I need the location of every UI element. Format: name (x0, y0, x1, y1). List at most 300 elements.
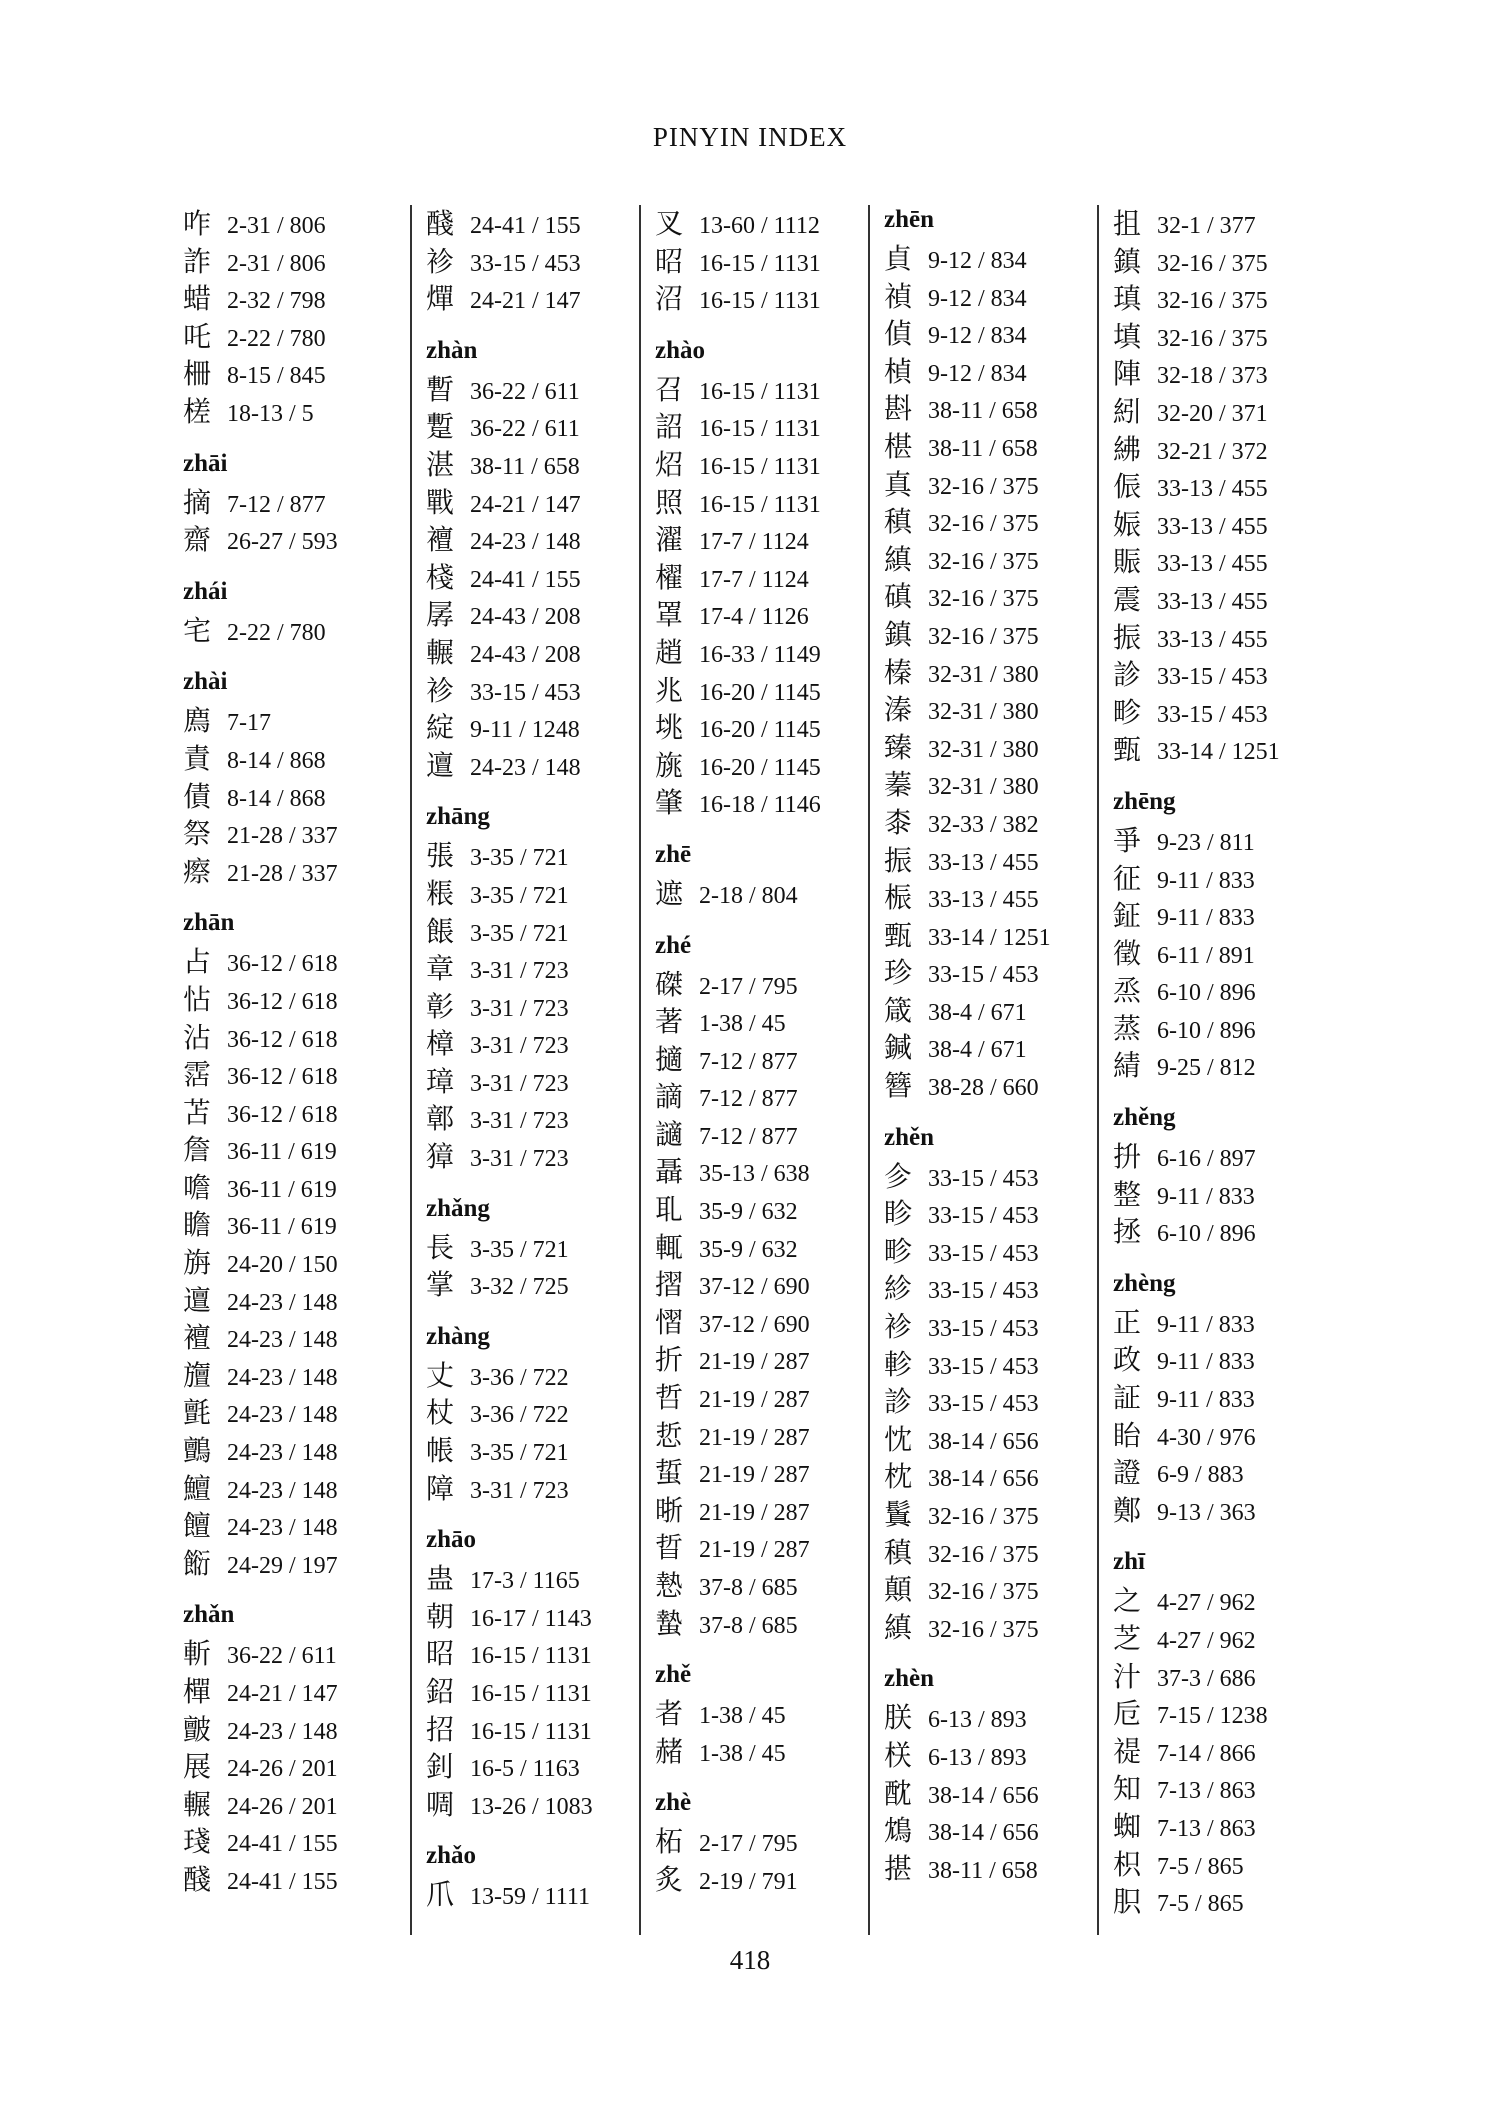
entry-reference: 24-23 / 148 (470, 529, 581, 556)
entry-character: 鉦 (1113, 899, 1142, 933)
index-entry (183, 702, 410, 740)
entry-character: 抍 (1113, 1140, 1142, 1174)
index-entry (884, 1534, 1097, 1572)
index-entry (183, 1131, 410, 1169)
index-entry (183, 853, 410, 891)
index-entry (1113, 619, 1326, 657)
index-entry (426, 747, 639, 785)
entry-reference: 21-19 / 287 (699, 1349, 810, 1376)
entry-reference: 33-14 / 1251 (928, 924, 1051, 951)
index-entry (884, 1421, 1097, 1459)
entry-character: 晣 (655, 1493, 684, 1527)
entry-reference: 2-19 / 791 (699, 1868, 798, 1895)
entry-reference: 24-41 / 155 (227, 1868, 338, 1895)
entry-reference: 6-16 / 897 (1157, 1146, 1256, 1173)
entry-character: 正 (1113, 1305, 1142, 1339)
entry-reference: 9-13 / 363 (1157, 1499, 1256, 1526)
entry-reference: 2-17 / 795 (699, 1831, 798, 1858)
entry-character: 臻 (884, 730, 913, 764)
index-entry (1113, 1695, 1326, 1733)
index-entry (1113, 318, 1326, 356)
entry-reference: 16-17 / 1143 (470, 1605, 592, 1632)
entry-character: 卮 (1113, 1697, 1142, 1731)
entry-character: 栚 (884, 1738, 913, 1772)
index-entry (183, 1357, 410, 1395)
entry-character: 柵 (183, 357, 212, 391)
entry-reference: 36-11 / 619 (227, 1214, 337, 1241)
index-entry (183, 612, 410, 650)
page-number: 418 (729, 1945, 771, 1975)
entry-reference: 3-36 / 722 (470, 1364, 569, 1391)
pinyin-heading: zhēng (1113, 787, 1176, 815)
entry-character: 箴 (884, 993, 913, 1027)
entry-character: 帳 (426, 1434, 455, 1468)
index-entry (1113, 1213, 1326, 1251)
entry-reference: 21-28 / 337 (227, 823, 338, 850)
entry-character: 稹 (884, 505, 913, 539)
entry-character: 肇 (655, 786, 684, 820)
index-entry (884, 1029, 1097, 1067)
entry-reference: 17-7 / 1124 (699, 529, 809, 556)
index-entry (884, 1346, 1097, 1384)
entry-character: 摺 (655, 1268, 684, 1302)
entry-character: 摘 (183, 485, 212, 519)
index-entry (426, 1266, 639, 1304)
entry-character: 鉊 (426, 1675, 455, 1708)
index-entry (884, 390, 1097, 428)
entry-character: 釗 (426, 1750, 455, 1784)
entry-character: 沾 (183, 1020, 212, 1054)
index-entry (884, 278, 1097, 316)
entry-reference: 33-13 / 455 (928, 849, 1039, 876)
index-entry (884, 1850, 1097, 1888)
entry-reference: 24-23 / 148 (227, 1289, 338, 1316)
entry-character: 宅 (183, 613, 212, 647)
index-entry (426, 837, 639, 875)
entry-reference: 16-15 / 1131 (699, 416, 821, 443)
entry-character: 湛 (426, 447, 455, 481)
entry-reference: 32-16 / 375 (928, 548, 1039, 575)
entry-character: 債 (183, 779, 212, 813)
index-entry (655, 1078, 868, 1116)
entry-character: 棧 (426, 560, 455, 594)
entry-character: 斬 (183, 1637, 212, 1671)
index-entry (884, 1571, 1097, 1609)
entry-reference: 7-15 / 1238 (1157, 1703, 1268, 1730)
entry-reference: 24-26 / 201 (227, 1756, 338, 1783)
index-entry (1113, 468, 1326, 506)
index-entry (655, 1304, 868, 1342)
entry-reference: 7-17 (227, 710, 271, 737)
entry-character: 之 (1113, 1584, 1142, 1618)
entry-reference: 2-32 / 798 (227, 288, 326, 315)
index-entry (183, 1545, 410, 1583)
entry-reference: 9-12 / 834 (928, 285, 1027, 312)
entry-reference: 24-21 / 147 (470, 288, 581, 315)
entry-character: 蜘 (1113, 1809, 1142, 1843)
entry-character: 鴆 (884, 1814, 913, 1848)
index-entry (426, 1025, 639, 1063)
index-entry (183, 1823, 410, 1861)
entry-character: 旐 (655, 748, 684, 782)
index-entry (183, 1507, 410, 1545)
index-entry (426, 596, 639, 634)
index-entry (884, 729, 1097, 767)
entry-reference: 16-20 / 1145 (699, 679, 821, 706)
entry-character: 饘 (183, 1509, 212, 1543)
entry-reference: 21-19 / 287 (699, 1537, 810, 1564)
index-entry (183, 1244, 410, 1282)
entry-reference: 36-22 / 611 (470, 416, 580, 443)
entry-reference: 32-31 / 380 (928, 699, 1039, 726)
index-entry (426, 1711, 639, 1749)
entry-reference: 32-16 / 375 (1157, 325, 1268, 352)
entry-character: 証 (1113, 1381, 1142, 1415)
entry-reference: 9-12 / 834 (928, 360, 1027, 387)
entry-character: 慹 (655, 1569, 684, 1602)
entry-reference: 26-27 / 593 (227, 529, 338, 556)
entry-reference: 24-23 / 148 (227, 1440, 338, 1467)
index-entry (1113, 1047, 1326, 1085)
entry-reference: 9-12 / 834 (928, 248, 1027, 274)
index-entry (655, 446, 868, 484)
entry-character: 袗 (426, 244, 455, 278)
entry-character: 烝 (1113, 974, 1142, 1008)
index-entry (1113, 860, 1326, 898)
pinyin-heading: zhāo (426, 1526, 476, 1554)
index-entry (655, 672, 868, 710)
entry-character: 侲 (1113, 470, 1142, 504)
entry-reference: 21-19 / 287 (699, 1387, 810, 1414)
entry-character: 朕 (884, 1701, 913, 1735)
entry-reference: 24-23 / 148 (227, 1364, 338, 1391)
entry-reference: 36-12 / 618 (227, 1101, 338, 1128)
index-entry (655, 243, 868, 281)
entry-character: 赭 (655, 1734, 684, 1768)
entry-reference: 8-14 / 868 (227, 747, 326, 774)
pinyin-heading: zhě (655, 1661, 692, 1689)
index-entry (1113, 1582, 1326, 1620)
index-column-1 (181, 205, 410, 1935)
entry-reference: 36-22 / 611 (227, 1643, 337, 1670)
entry-character: 襢 (183, 1321, 212, 1355)
entry-reference: 33-13 / 455 (1157, 588, 1268, 615)
entry-character: 怗 (183, 982, 212, 1016)
index-entry (426, 559, 639, 597)
pinyin-heading: zhē (655, 840, 692, 868)
entry-character: 者 (655, 1697, 684, 1731)
entry-character: 爪 (426, 1878, 455, 1912)
entry-character: 爭 (1113, 823, 1142, 857)
index-entry (1113, 1138, 1326, 1176)
entry-reference: 7-12 / 877 (227, 491, 326, 518)
entry-reference: 7-12 / 877 (699, 1086, 798, 1113)
index-entry (426, 634, 639, 672)
entry-character: 孱 (426, 598, 455, 632)
pinyin-heading: zhī (1113, 1548, 1145, 1576)
entry-character: 戰 (426, 485, 455, 519)
entry-reference: 38-4 / 671 (928, 1037, 1027, 1064)
index-entry (183, 1711, 410, 1749)
entry-reference: 24-23 / 148 (227, 1515, 338, 1542)
index-entry (426, 672, 639, 710)
index-entry (655, 784, 868, 822)
index-entry (426, 1786, 639, 1824)
entry-character: 祭 (183, 817, 212, 851)
index-entry (884, 654, 1097, 692)
entry-character: 稹 (884, 1535, 913, 1569)
entry-character: 溱 (884, 693, 913, 727)
entry-reference: 21-19 / 287 (699, 1499, 810, 1526)
entry-reference: 9-11 / 833 (1157, 1183, 1255, 1210)
index-entry (183, 1635, 410, 1673)
entry-character: 燀 (426, 282, 455, 316)
entry-reference: 33-15 / 453 (928, 1278, 1039, 1305)
entry-character: 枳 (1113, 1847, 1142, 1881)
index-entry (183, 981, 410, 1019)
index-entry (1113, 393, 1326, 431)
entry-reference: 3-35 / 721 (470, 920, 569, 947)
index-entry (1113, 280, 1326, 318)
entry-reference: 38-11 / 658 (928, 1857, 1038, 1884)
index-column-5 (1097, 205, 1326, 1935)
entry-reference: 33-15 / 453 (470, 250, 581, 277)
entry-character: 禎 (884, 279, 913, 313)
index-column-3 (639, 205, 868, 1935)
entry-reference: 7-5 / 865 (1157, 1891, 1244, 1918)
entry-reference: 13-60 / 1112 (699, 213, 820, 239)
entry-reference: 16-15 / 1131 (470, 1681, 592, 1707)
entry-character: 縝 (884, 542, 913, 576)
entry-character: 聶 (655, 1155, 684, 1189)
entry-reference: 38-11 / 658 (928, 435, 1038, 462)
index-entry (1113, 1341, 1326, 1379)
entry-character: 樿 (183, 1675, 212, 1708)
index-entry (884, 1233, 1097, 1271)
entry-character: 昭 (655, 244, 684, 278)
index-entry (183, 1786, 410, 1824)
entry-reference: 21-28 / 337 (227, 860, 338, 887)
entry-character: 襢 (426, 523, 455, 557)
index-entry (183, 815, 410, 853)
index-entry (183, 393, 410, 431)
entry-reference: 37-3 / 686 (1157, 1665, 1256, 1692)
entry-character: 袗 (884, 1310, 913, 1344)
entry-reference: 32-20 / 371 (1157, 400, 1268, 427)
entry-character: 皽 (183, 1712, 212, 1746)
entry-character: 悊 (655, 1418, 684, 1452)
entry-reference: 6-10 / 896 (1157, 980, 1256, 1007)
entry-character: 簪 (884, 1069, 913, 1103)
entry-reference: 9-11 / 833 (1157, 905, 1255, 932)
pinyin-heading: zhěng (1113, 1104, 1176, 1132)
index-entry (1113, 355, 1326, 393)
entry-reference: 7-13 / 863 (1157, 1815, 1256, 1842)
index-entry (1113, 1304, 1326, 1342)
entry-character: 桭 (884, 881, 913, 915)
pinyin-heading: zhāng (426, 803, 490, 831)
index-entry (655, 280, 868, 318)
entry-reference: 32-21 / 372 (1157, 438, 1268, 465)
entry-character: 袗 (426, 673, 455, 707)
entry-reference: 32-31 / 380 (928, 661, 1039, 688)
entry-reference: 37-12 / 690 (699, 1274, 810, 1301)
index-entry (426, 1876, 639, 1914)
entry-reference: 24-41 / 155 (470, 213, 581, 239)
index-entry (655, 709, 868, 747)
entry-reference: 4-30 / 976 (1157, 1424, 1256, 1451)
entry-character: 振 (1113, 620, 1142, 654)
index-entry (183, 1673, 410, 1711)
entry-reference: 3-35 / 721 (470, 1236, 569, 1263)
entry-reference: 9-11 / 833 (1157, 867, 1255, 894)
index-entry (1113, 1010, 1326, 1048)
pinyin-heading: zhàn (426, 336, 478, 364)
entry-character: 邅 (183, 1283, 212, 1317)
entry-reference: 2-18 / 804 (699, 882, 798, 909)
entry-character: 旜 (183, 1358, 212, 1392)
entry-reference: 36-22 / 611 (470, 378, 580, 405)
entry-character: 紾 (884, 1272, 913, 1306)
index-entry (426, 1100, 639, 1138)
entry-character: 咋 (183, 207, 212, 240)
entry-character: 餦 (426, 914, 455, 948)
entry-reference: 24-41 / 155 (227, 1831, 338, 1858)
entry-character: 章 (426, 952, 455, 986)
index-entry (655, 596, 868, 634)
entry-reference: 32-1 / 377 (1157, 213, 1256, 239)
entry-character: 彰 (426, 989, 455, 1023)
index-entry (426, 205, 639, 243)
entry-reference: 32-16 / 375 (928, 511, 1039, 538)
entry-character: 輾 (183, 1787, 212, 1821)
entry-reference: 7-12 / 877 (699, 1123, 798, 1150)
entry-character: 知 (1113, 1772, 1142, 1806)
entry-character: 啁 (426, 1787, 455, 1821)
entry-character: 噡 (183, 1170, 212, 1204)
index-entry (183, 1169, 410, 1207)
entry-character: 詐 (183, 244, 212, 278)
entry-reference: 32-16 / 375 (1157, 250, 1268, 277)
entry-reference: 6-13 / 893 (928, 1707, 1027, 1734)
entry-character: 邅 (426, 748, 455, 782)
entry-reference: 1-38 / 45 (699, 1011, 786, 1038)
entry-character: 甄 (1113, 733, 1142, 767)
entry-character: 謫 (655, 1080, 684, 1114)
index-entry (426, 950, 639, 988)
index-entry (1113, 1770, 1326, 1808)
index-entry (426, 1229, 639, 1267)
index-entry (1113, 1454, 1326, 1492)
index-entry (884, 1699, 1097, 1737)
entry-reference: 32-16 / 375 (1157, 288, 1268, 315)
pinyin-heading: zhāi (183, 449, 228, 477)
entry-reference: 38-11 / 658 (928, 398, 1038, 425)
entry-reference: 9-25 / 812 (1157, 1055, 1256, 1082)
entry-reference: 37-12 / 690 (699, 1311, 810, 1338)
index-entry (426, 988, 639, 1026)
entry-reference: 4-27 / 962 (1157, 1590, 1256, 1617)
entry-reference: 16-15 / 1131 (470, 1643, 592, 1670)
entry-character: 粻 (426, 876, 455, 910)
index-entry (655, 1492, 868, 1530)
entry-character: 兆 (655, 673, 684, 707)
entry-character: 真 (884, 467, 913, 501)
entry-reference: 37-8 / 685 (699, 1575, 798, 1601)
entry-character: 蒸 (1113, 1011, 1142, 1045)
entry-reference: 9-11 / 833 (1157, 1349, 1255, 1376)
pinyin-heading: zhèn (884, 1665, 934, 1693)
index-entry (884, 1308, 1097, 1346)
index-entry (655, 1567, 868, 1605)
entry-character: 照 (655, 485, 684, 519)
entry-character: 廌 (183, 704, 212, 738)
entry-reference: 24-23 / 148 (227, 1477, 338, 1504)
entry-character: 招 (426, 1712, 455, 1746)
index-entry (426, 243, 639, 281)
index-entry (884, 466, 1097, 504)
entry-character: 芝 (1113, 1622, 1142, 1655)
entry-character: 琖 (183, 1825, 212, 1859)
entry-reference: 21-19 / 287 (699, 1462, 810, 1489)
entry-character: 整 (1113, 1177, 1142, 1211)
entry-reference: 17-4 / 1126 (699, 604, 809, 631)
entry-character: 震 (1113, 582, 1142, 616)
entry-character: 眙 (1113, 1418, 1142, 1452)
entry-reference: 32-16 / 375 (928, 1541, 1039, 1568)
entry-reference: 36-12 / 618 (227, 951, 338, 978)
entry-reference: 9-12 / 834 (928, 323, 1027, 350)
entry-reference: 38-14 / 656 (928, 1428, 1039, 1455)
index-entry (655, 966, 868, 1004)
entry-character: 氈 (183, 1396, 212, 1430)
entry-character: 汁 (1113, 1659, 1142, 1693)
index-entry (1113, 731, 1326, 769)
entry-character: 揕 (884, 1851, 913, 1885)
index-entry (884, 353, 1097, 391)
entry-reference: 13-59 / 1111 (470, 1884, 590, 1911)
entry-reference: 16-5 / 1163 (470, 1756, 580, 1783)
entry-character: 趙 (655, 635, 684, 669)
entry-character: 紼 (1113, 432, 1142, 466)
entry-reference: 16-15 / 1131 (699, 250, 821, 277)
entry-character: 瞻 (183, 1208, 212, 1242)
entry-character: 瑱 (1113, 282, 1142, 316)
index-entry (655, 1529, 868, 1567)
index-entry (426, 408, 639, 446)
pinyin-heading: zhào (655, 336, 705, 364)
index-entry (426, 1748, 639, 1786)
entry-character: 折 (655, 1343, 684, 1377)
entry-character: 桼 (884, 805, 913, 839)
index-entry (183, 1206, 410, 1244)
entry-reference: 9-11 / 1248 (470, 717, 580, 744)
index-entry (655, 1153, 868, 1191)
entry-character: 鎮 (1113, 244, 1142, 278)
index-entry (426, 1063, 639, 1101)
index-entry (183, 1470, 410, 1508)
entry-character: 軫 (884, 1347, 913, 1381)
entry-character: 蛊 (426, 1562, 455, 1596)
index-entry (1113, 1846, 1326, 1884)
entry-reference: 24-29 / 197 (227, 1552, 338, 1579)
entry-reference: 24-20 / 150 (227, 1252, 338, 1279)
entry-reference: 3-36 / 722 (470, 1402, 569, 1429)
index-entry (1113, 431, 1326, 469)
pinyin-heading: zhèng (1113, 1269, 1176, 1297)
entry-reference: 16-15 / 1131 (699, 288, 821, 315)
index-entry (1113, 1658, 1326, 1696)
